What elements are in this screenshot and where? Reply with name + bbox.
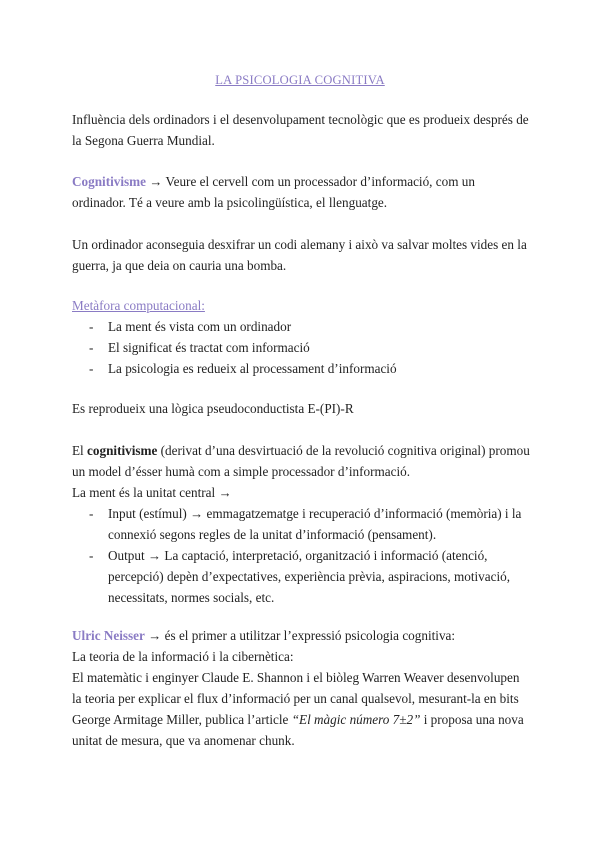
cognitivisme-paragraph	[72, 171, 532, 213]
neisser-line	[72, 625, 532, 646]
input-output-list	[72, 503, 532, 608]
list-item: - Output → La captació, interpretació, organització i informació (atenció, percepció) depèn d’expectatives, experiència prèvia, aspiracions, motivació, necessitats, normes socials, etc.	[72, 545, 532, 608]
miller-post: i proposa una nova unitat de mesura, que va anomenar chunk.	[72, 712, 524, 748]
neisser-name: Ulric Neisser	[72, 628, 145, 643]
list-item: - Input (estímul) → emmagatzematge i recuperació d’informació (memòria) i la connexió segons regles de la unitat d’informació (pensament).	[72, 503, 532, 545]
enigma-paragraph: Un ordinador aconseguia desxifrar un codi alemany i això va salvar moltes vides en la guerra, ja que deia on cauria una bomba.	[72, 237, 527, 273]
metafora-list	[72, 316, 532, 379]
miller-pre: George Armitage Miller, publica l’article	[72, 712, 292, 727]
document-title: LA PSICOLOGIA COGNITIVA	[215, 73, 385, 87]
neisser-section	[72, 625, 532, 751]
cognitivisme-section	[72, 440, 532, 608]
teoria-line: La teoria de la informació i la cibernètica:	[72, 649, 294, 664]
neisser-text: → és el primer a utilitzar l’expressió psicologia cognitiva:	[144, 628, 456, 643]
cognitivisme-model-text	[72, 440, 532, 482]
cognitivisme-term: Cognitivisme	[72, 174, 146, 189]
central-unit-line: La ment és la unitat central →	[72, 485, 232, 500]
cog2-prefix: El	[72, 443, 88, 458]
shannon-line: El matemàtic i enginyer Claude E. Shannon i el biòleg Warren Weaver desenvolupen la teoria per explicar el flux d’informació per un canal qualsevol, mesurant-la en bits	[72, 670, 520, 706]
cognitivisme-definition: → Veure el cervell com un processador d’informació, com un ordinador. Té a veure amb la psicolingüística, el llenguatge.	[72, 174, 475, 210]
logica-paragraph: Es reprodueix una lògica pseudoconductista E-(PI)-R	[72, 401, 354, 416]
miller-article: “El màgic número 7±2”	[291, 712, 421, 727]
metafora-section	[72, 295, 532, 379]
list-item: - La psicologia es redueix al processament d’informació	[72, 358, 532, 379]
cog2-term: cognitivisme	[87, 443, 158, 458]
list-item: - La ment és vista com un ordinador	[72, 316, 532, 337]
metafora-heading: Metàfora computacional:	[72, 298, 205, 313]
intro-paragraph: Influència dels ordinadors i el desenvolupament tecnològic que es produeix després de la Segona Guerra Mundial.	[72, 112, 529, 148]
miller-line	[72, 709, 532, 751]
list-item: - El significat és tractat com informació	[72, 337, 532, 358]
cog2-rest: (derivat d’una desvirtuació de la revolució cognitiva original) promou un model d’ésser humà com a simple processador d’informació.	[72, 443, 530, 479]
